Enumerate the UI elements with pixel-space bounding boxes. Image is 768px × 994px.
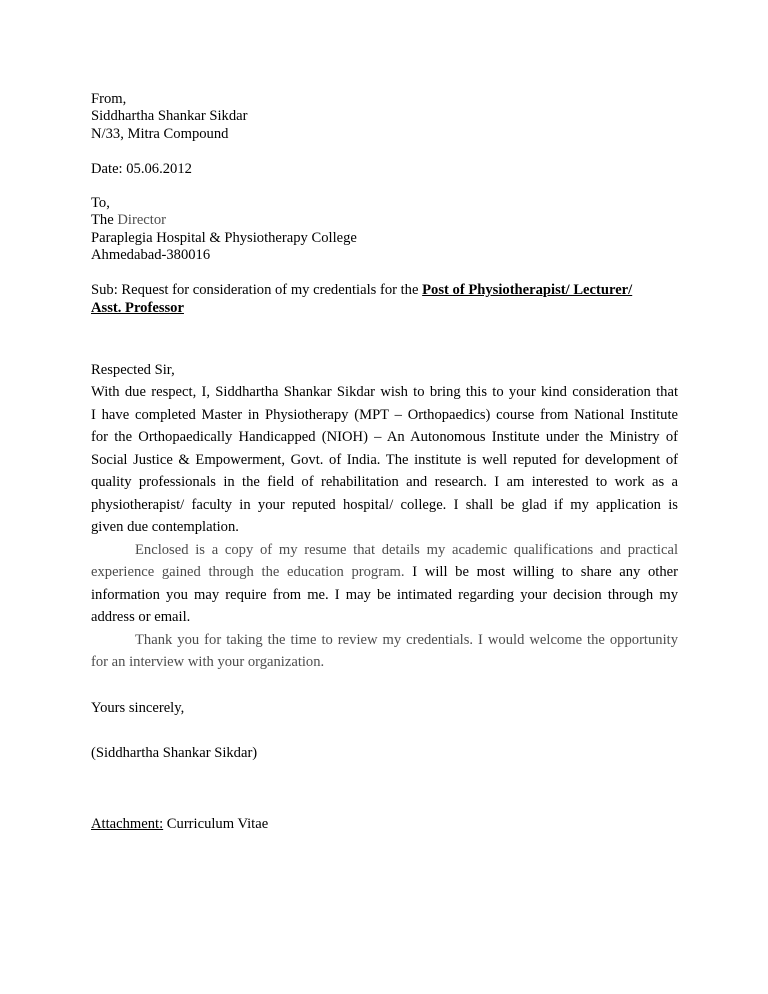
para2-line: address or email.	[91, 609, 191, 625]
para2-line	[91, 564, 678, 581]
letter-date: Date: 05.06.2012	[91, 161, 192, 177]
para3-line: for an interview with your organization.	[91, 654, 325, 670]
para1-line: quality professionals in the field of rehabilitation and research. I am interested to work as a	[91, 474, 678, 490]
sender-address: N/33, Mitra Compound	[91, 126, 229, 142]
para1-line: With due respect, I, Siddhartha Shankar Sikdar wish to bring this to your kind consideration that	[91, 384, 678, 400]
attachment-line	[91, 816, 268, 833]
salutation: Respected Sir,	[91, 362, 175, 378]
subject-line-1	[91, 282, 632, 299]
attachment-value: Curriculum Vitae	[163, 816, 269, 832]
recipient-org: Paraplegia Hospital & Physiotherapy College	[91, 230, 357, 246]
para1-line: for the Orthopaedically Handicapped (NIOH) – An Autonomous Institute under the Ministry of	[91, 429, 678, 445]
subject-line-2: Asst. Professor	[91, 300, 184, 316]
recipient-position: Director	[117, 212, 166, 228]
para3-line: Thank you for taking the time to review my credentials. I would welcome the opportunity	[135, 632, 678, 648]
para1-line: given due contemplation.	[91, 519, 239, 535]
recipient-the: The	[91, 212, 114, 228]
para2-gray-text: experience gained through the education program.	[91, 564, 405, 580]
subject-prefix: Sub: Request for consideration of my credentials for the	[91, 282, 419, 298]
para2-line: information you may require from me. I may be intimated regarding your decision through my	[91, 587, 678, 603]
para1-line: physiotherapist/ faculty in your reputed hospital/ college. I shall be glad if my application is	[91, 497, 678, 513]
subject-post: Post of Physiotherapist/ Lecturer/	[422, 282, 633, 298]
recipient-city: Ahmedabad-380016	[91, 247, 211, 263]
recipient-title	[91, 212, 166, 229]
to-label: To,	[91, 195, 110, 211]
para2-line: Enclosed is a copy of my resume that details my academic qualifications and practical	[135, 542, 678, 558]
attachment-label: Attachment:	[91, 816, 164, 832]
para1-line: Social Justice & Empowerment, Govt. of India. The institute is well reputed for development of	[91, 452, 678, 468]
from-label: From,	[91, 91, 127, 107]
signature-name: (Siddhartha Shankar Sikdar)	[91, 745, 258, 761]
para2-black-text: I will be most willing to share any other	[404, 564, 678, 580]
closing: Yours sincerely,	[91, 700, 185, 716]
para1-line: I have completed Master in Physiotherapy (MPT – Orthopaedics) course from National Institute	[91, 407, 678, 423]
sender-name: Siddhartha Shankar Sikdar	[91, 108, 248, 124]
